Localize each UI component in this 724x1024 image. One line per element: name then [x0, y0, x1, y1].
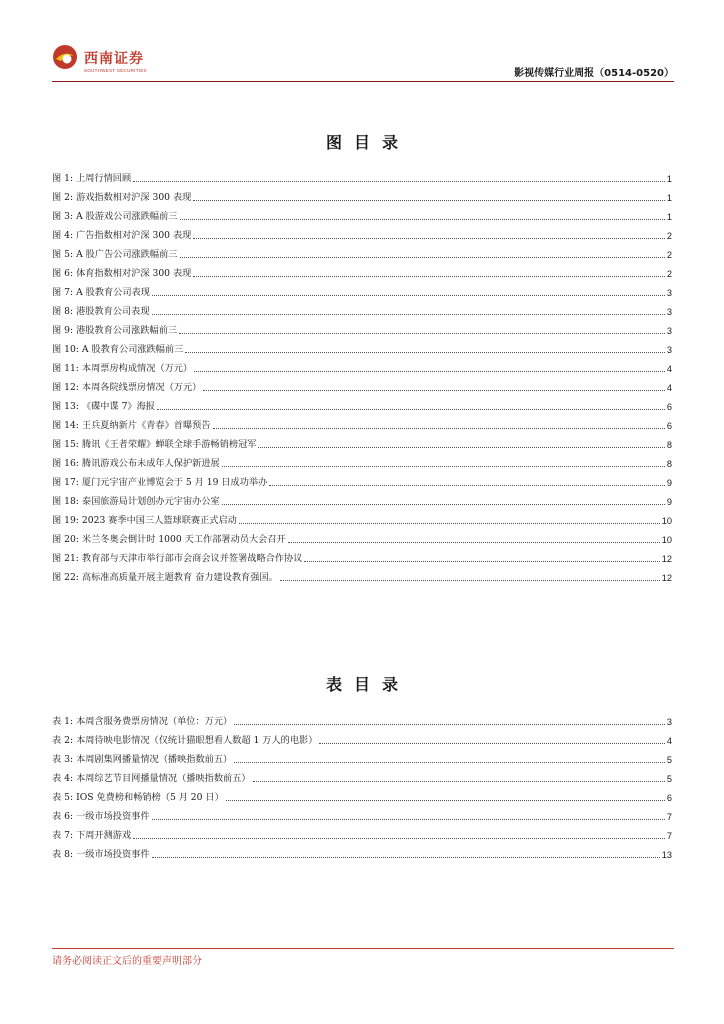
- figure-list-heading: 图目录: [325, 133, 410, 152]
- page-number: 7: [666, 831, 672, 841]
- dot-leader: [226, 799, 665, 801]
- toc-entry[interactable]: [52, 470, 672, 489]
- page-number: 7: [666, 812, 672, 822]
- entry-label: 图 9:: [52, 325, 74, 336]
- dot-leader: [157, 408, 665, 410]
- entry-title: 厦门元宇宙产业博览会于 5 月 19 日成功举办: [81, 477, 268, 488]
- entry-label: 图 11:: [52, 363, 79, 374]
- dot-leader: [280, 579, 660, 581]
- entry-label: 图 13:: [52, 401, 79, 412]
- dot-leader: [203, 389, 665, 391]
- entry-title: 游戏指数相对沪深 300 表现: [76, 192, 192, 203]
- page-number: 9: [666, 497, 672, 507]
- report-title: 影视传媒行业周报（0514-0520）: [514, 68, 674, 79]
- figure-list: [52, 166, 672, 584]
- toc-entry[interactable]: [52, 747, 672, 766]
- dot-leader: [152, 856, 660, 858]
- entry-title: 广告指数相对沪深 300 表现: [76, 230, 192, 241]
- dot-leader: [185, 351, 665, 353]
- entry-label: 表 5:: [52, 792, 74, 803]
- page-number: 1: [666, 193, 672, 203]
- toc-entry[interactable]: [52, 728, 672, 747]
- page-number: 1: [666, 174, 672, 184]
- page-number: 2: [666, 269, 672, 279]
- toc-entry[interactable]: [52, 356, 672, 375]
- dot-leader: [304, 560, 659, 562]
- page-number: 3: [666, 345, 672, 355]
- page-number: 4: [666, 364, 672, 374]
- entry-label: 表 2:: [52, 735, 74, 746]
- toc-entry[interactable]: [52, 299, 672, 318]
- page-number: 13: [661, 850, 672, 860]
- toc-entry[interactable]: [52, 804, 672, 823]
- page-number: 6: [666, 402, 672, 412]
- entry-label: 表 6:: [52, 811, 74, 822]
- page-number: 2: [666, 231, 672, 241]
- page-number: 1: [666, 212, 672, 222]
- dot-leader: [133, 837, 665, 839]
- toc-entry[interactable]: [52, 432, 672, 451]
- page-number: 8: [666, 459, 672, 469]
- entry-title: 本周票房构成情况（万元）: [81, 363, 193, 374]
- entry-title: 上周行情回顾: [76, 173, 132, 184]
- entry-label: 图 1:: [52, 173, 74, 184]
- entry-label: 图 2:: [52, 192, 74, 203]
- dot-leader: [234, 761, 665, 763]
- entry-title: 体育指数相对沪深 300 表现: [76, 268, 192, 279]
- toc-entry[interactable]: [52, 823, 672, 842]
- entry-label: 图 21:: [52, 553, 79, 564]
- entry-title: 米兰冬奥会倒计时 1000 天工作部署动员大会召开: [81, 534, 286, 545]
- entry-label: 图 4:: [52, 230, 74, 241]
- entry-title: 下周开测游戏: [76, 830, 132, 841]
- entry-title: 一级市场投资事件: [76, 849, 150, 860]
- entry-label: 图 10:: [52, 344, 79, 355]
- toc-entry[interactable]: [52, 766, 672, 785]
- entry-title: A 股教育公司表现: [76, 287, 150, 298]
- dot-leader: [193, 237, 665, 239]
- entry-label: 图 19:: [52, 515, 79, 526]
- table-list-heading: 表目录: [325, 675, 410, 694]
- toc-entry[interactable]: [52, 489, 672, 508]
- toc-entry[interactable]: [52, 337, 672, 356]
- entry-label: 图 18:: [52, 496, 79, 507]
- brand-logo-icon: [52, 44, 78, 70]
- page-number: 3: [666, 717, 672, 727]
- table-list: [52, 709, 672, 861]
- toc-entry[interactable]: [52, 204, 672, 223]
- entry-label: 图 8:: [52, 306, 74, 317]
- toc-entry[interactable]: [52, 166, 672, 185]
- page-number: 5: [666, 755, 672, 765]
- toc-entry[interactable]: [52, 451, 672, 470]
- brand-logo: [52, 42, 172, 78]
- brand-name-en: SOUTHWEST SECURITIES: [84, 68, 147, 73]
- toc-entry[interactable]: [52, 242, 672, 261]
- dot-leader: [152, 313, 665, 315]
- page-number: 12: [661, 573, 672, 583]
- entry-label: 图 5:: [52, 249, 74, 260]
- entry-label: 图 7:: [52, 287, 74, 298]
- dot-leader: [180, 256, 665, 258]
- toc-entry[interactable]: [52, 508, 672, 527]
- toc-entry[interactable]: [52, 280, 672, 299]
- dot-leader: [152, 294, 665, 296]
- dot-leader: [194, 370, 665, 372]
- page-number: 6: [666, 421, 672, 431]
- page-number: 2: [666, 250, 672, 260]
- entry-title: 港股教育公司涨跌幅前三: [76, 325, 178, 336]
- entry-label: 图 22:: [52, 572, 79, 583]
- entry-title: 教育部与天津市举行部市会商会议并签署战略合作协议: [81, 553, 303, 564]
- entry-label: 图 17:: [52, 477, 79, 488]
- page-number: 4: [666, 736, 672, 746]
- toc-entry[interactable]: [52, 565, 672, 584]
- dot-leader: [222, 503, 665, 505]
- dot-leader: [319, 742, 664, 744]
- toc-entry[interactable]: [52, 413, 672, 432]
- dot-leader: [193, 199, 665, 201]
- toc-entry[interactable]: [52, 842, 672, 861]
- entry-label: 图 14:: [52, 420, 79, 431]
- page-number: 8: [666, 440, 672, 450]
- entry-label: 表 4:: [52, 773, 74, 784]
- page-number: 10: [661, 535, 672, 545]
- entry-title: 本周含服务费票房情况（单位：万元）: [76, 716, 233, 727]
- dot-leader: [288, 541, 660, 543]
- entry-title: 2023 赛季中国三人篮球联赛正式启动: [81, 515, 237, 526]
- entry-title: 本周各院线票房情况（万元）: [81, 382, 202, 393]
- dot-leader: [179, 332, 665, 334]
- dot-leader: [133, 180, 665, 182]
- entry-label: 图 20:: [52, 534, 79, 545]
- entry-label: 图 3:: [52, 211, 74, 222]
- entry-label: 表 8:: [52, 849, 74, 860]
- toc-entry[interactable]: [52, 375, 672, 394]
- entry-title: 腾讯《王者荣耀》蝉联全球手游畅销榜冠军: [81, 439, 257, 450]
- toc-entry[interactable]: [52, 546, 672, 565]
- entry-title: 王兵夏纳新片《青春》首曝预告: [81, 420, 211, 431]
- page-number: 6: [666, 793, 672, 803]
- entry-title: 高标准高质量开展主题教育 奋力建设教育强国。: [81, 572, 278, 583]
- entry-label: 表 3:: [52, 754, 74, 765]
- page-number: 5: [666, 774, 672, 784]
- entry-label: 图 16:: [52, 458, 79, 469]
- dot-leader: [222, 465, 665, 467]
- entry-title: 一级市场投资事件: [76, 811, 150, 822]
- toc-entry[interactable]: [52, 394, 672, 413]
- page-number: 4: [666, 383, 672, 393]
- page-number: 12: [661, 554, 672, 564]
- entry-title: 本周剧集网播量情况（播映指数前五）: [76, 754, 233, 765]
- dot-leader: [234, 723, 665, 725]
- entry-title: 泰国旅游局计划创办元宇宙办公室: [81, 496, 220, 507]
- toc-entry[interactable]: [52, 709, 672, 728]
- entry-title: A 股游戏公司涨跌幅前三: [76, 211, 178, 222]
- entry-label: 表 7:: [52, 830, 74, 841]
- dot-leader: [180, 218, 665, 220]
- dot-leader: [213, 427, 665, 429]
- entry-title: 腾讯游戏公布未成年人保护新进展: [81, 458, 220, 469]
- page-number: 3: [666, 288, 672, 298]
- dot-leader: [269, 484, 665, 486]
- entry-label: 图 15:: [52, 439, 79, 450]
- entry-label: 图 12:: [52, 382, 79, 393]
- toc-entry[interactable]: [52, 785, 672, 804]
- entry-title: 港股教育公司表现: [76, 306, 150, 317]
- dot-leader: [258, 446, 664, 448]
- header-divider: [52, 81, 674, 82]
- entry-label: 表 1:: [52, 716, 74, 727]
- entry-title: A 股教育公司涨跌幅前三: [81, 344, 184, 355]
- entry-title: IOS 免费榜和畅销榜（5 月 20 日）: [76, 792, 224, 803]
- dot-leader: [193, 275, 665, 277]
- page-number: 3: [666, 307, 672, 317]
- page-number: 10: [661, 516, 672, 526]
- dot-leader: [152, 818, 665, 820]
- toc-entry[interactable]: [52, 318, 672, 337]
- page-number: 9: [666, 478, 672, 488]
- entry-title: A 股广告公司涨跌幅前三: [76, 249, 178, 260]
- page-header: [52, 38, 674, 82]
- toc-entry[interactable]: [52, 223, 672, 242]
- entry-label: 图 6:: [52, 268, 74, 279]
- toc-entry[interactable]: [52, 261, 672, 280]
- brand-name-cn: 西南证券: [84, 51, 144, 67]
- page-number: 3: [666, 326, 672, 336]
- entry-title: 本周待映电影情况（仅统计猫眼想看人数超 1 万人的电影）: [76, 735, 318, 746]
- toc-entry[interactable]: [52, 527, 672, 546]
- disclaimer-text: 请务必阅读正文后的重要声明部分: [52, 956, 202, 967]
- toc-entry[interactable]: [52, 185, 672, 204]
- entry-title: 本周综艺节目网播量情况（播映指数前五）: [76, 773, 251, 784]
- entry-title: 《碟中谍 7》海报: [81, 401, 155, 412]
- dot-leader: [253, 780, 665, 782]
- dot-leader: [239, 522, 660, 524]
- footer-divider: [52, 948, 674, 949]
